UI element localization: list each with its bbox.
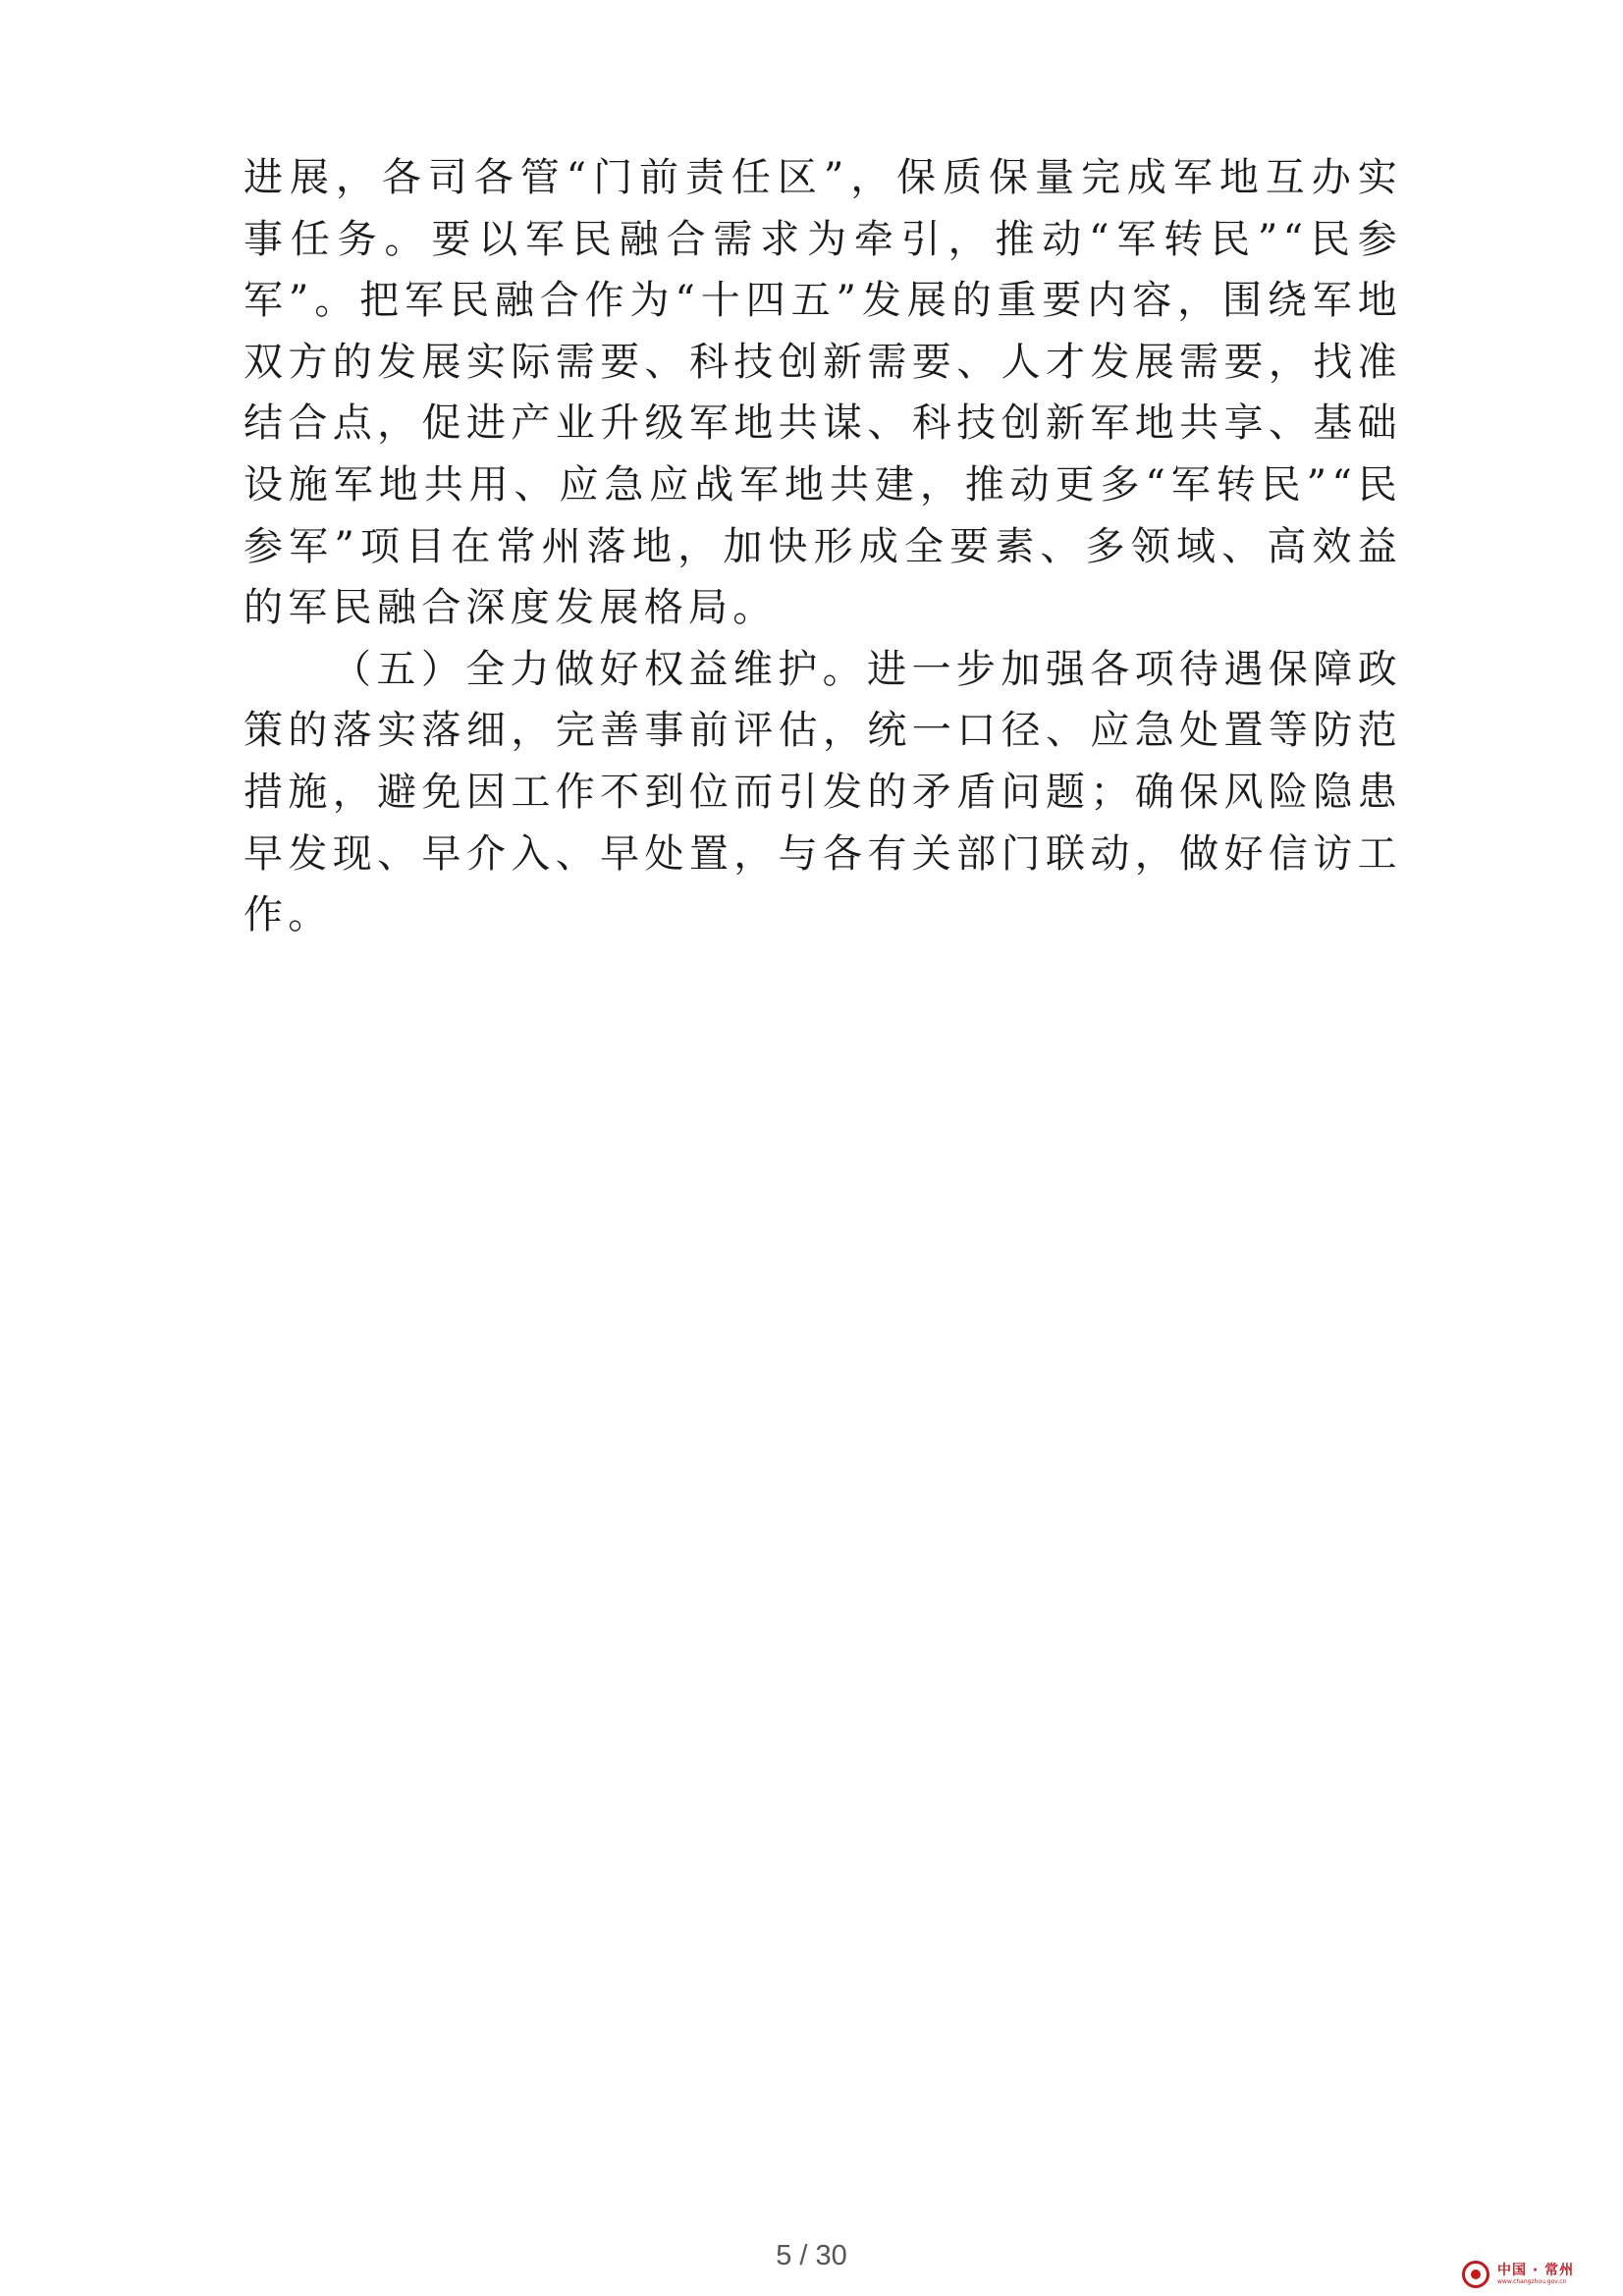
document-body [243,147,1402,946]
body-paragraph: （五）全力做好权益维护。进一步加强各项待遇保障政策的落实落细，完善事前评估，统一口径、应急处置等防范措施，避免因工作不到位而引发的矛盾问题；确保风险隐患早发现、早介入、早处置，与各有关部门联动，做好信访工作。 [243,646,1402,938]
watermark-text [1497,2264,1574,2285]
watermark-sub: www.changzhou.gov.cn [1497,2278,1567,2285]
page-number: 5 / 30 [776,2240,847,2271]
body-paragraph: 进展，各司各管“门前责任区”，保质保量完成军地互办实事任务。要以军民融合需求为牵引，推动“军转民”“民参军”。把军民融合作为“十四五”发展的重要内容，围绕军地双方的发展实际需要、科技创新需要、人才发展需要，找准结合点，促进产业升级军地共谋、科技创新军地共享、基础设施军地共用、应急应战军地共建，推动更多“军转民”“民参军”项目在常州落地，加快形成全要素、多领域、高效益的军民融合深度发展格局。 [243,155,1402,631]
watermark-main: 中国 · 常州 [1497,2263,1575,2278]
seal-icon [1462,2261,1489,2288]
site-watermark [1462,2258,1609,2291]
